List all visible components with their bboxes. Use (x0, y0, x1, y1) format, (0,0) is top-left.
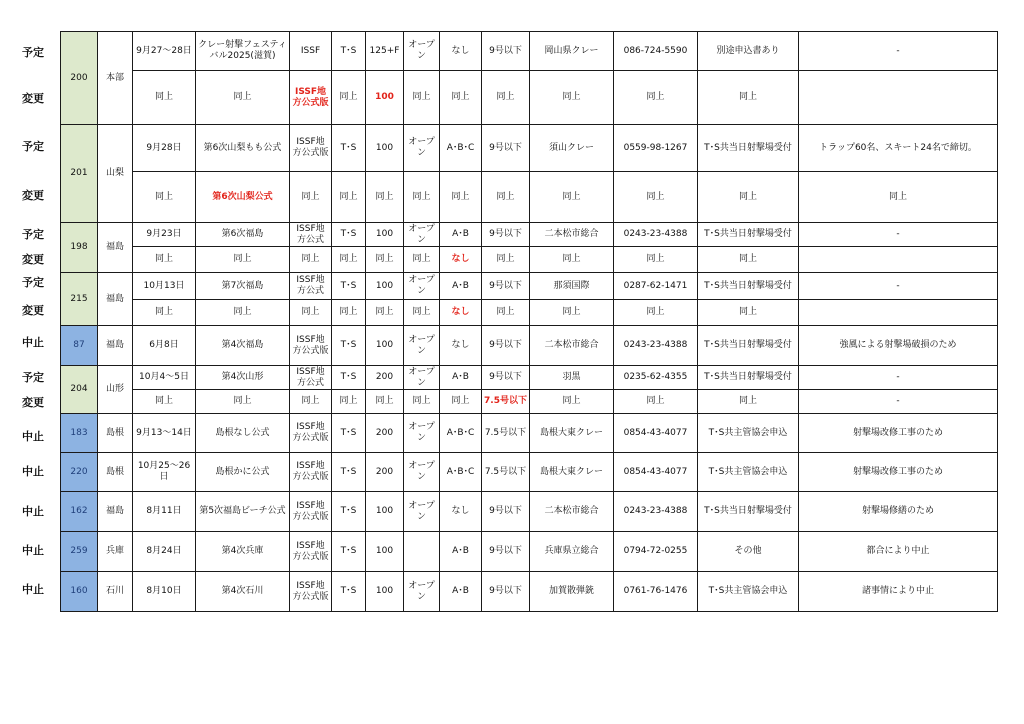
event-class: なし (440, 300, 482, 326)
event-class: なし (440, 247, 482, 273)
event-targets: 125+F (366, 32, 404, 71)
table-row (61, 32, 998, 71)
event-class: A･B (440, 273, 482, 300)
application-method: その他 (698, 532, 799, 572)
event-name: 第4次山形 (196, 366, 290, 390)
event-class: なし (440, 32, 482, 71)
phone: 同上 (614, 172, 698, 223)
event-number: 87 (61, 326, 98, 366)
prefecture: 島根 (98, 414, 133, 453)
venue: 同上 (530, 247, 614, 273)
venue: 岡山県クレー (530, 32, 614, 71)
phone: 0243-23-4388 (614, 223, 698, 247)
note: 射撃場改修工事のため (799, 453, 998, 492)
shot-size: 9号以下 (482, 326, 530, 366)
table-row (61, 223, 998, 247)
application-method: T･S共当日射撃場受付 (698, 223, 799, 247)
event-type: オープン (404, 32, 440, 71)
event-name: 同上 (196, 71, 290, 125)
event-ts: T･S (332, 366, 366, 390)
event-type (404, 532, 440, 572)
event-kind: ISSF地方公式版 (290, 453, 332, 492)
event-name: 第5次福島ビーチ公式 (196, 492, 290, 532)
event-targets: 同上 (366, 390, 404, 414)
event-type: オープン (404, 492, 440, 532)
venue: 同上 (530, 390, 614, 414)
event-name: 第4次兵庫 (196, 532, 290, 572)
phone: 0243-23-4388 (614, 326, 698, 366)
event-kind: 同上 (290, 172, 332, 223)
event-number: 259 (61, 532, 98, 572)
event-date: 9月27～28日 (133, 32, 196, 71)
table-row (61, 572, 998, 612)
event-name: 第6次福島 (196, 223, 290, 247)
event-date: 10月4～5日 (133, 366, 196, 390)
event-kind: ISSF地方公式版 (290, 71, 332, 125)
venue: 島根大東クレー (530, 414, 614, 453)
application-method: T･S共当日射撃場受付 (698, 125, 799, 172)
event-ts: 同上 (332, 71, 366, 125)
shot-size: 同上 (482, 172, 530, 223)
venue: 二本松市総合 (530, 492, 614, 532)
phone: 同上 (614, 390, 698, 414)
row-status: 予定 (22, 371, 44, 384)
shot-size: 9号以下 (482, 492, 530, 532)
schedule-table (60, 31, 998, 612)
phone: 同上 (614, 71, 698, 125)
shot-size: 9号以下 (482, 273, 530, 300)
venue: 島根大東クレー (530, 453, 614, 492)
row-status: 予定 (22, 276, 44, 289)
event-ts: T･S (332, 453, 366, 492)
event-date: 8月10日 (133, 572, 196, 612)
shot-size: 同上 (482, 300, 530, 326)
phone: 0854-43-4077 (614, 453, 698, 492)
table-row (61, 172, 998, 223)
event-type: 同上 (404, 247, 440, 273)
event-kind: 同上 (290, 390, 332, 414)
event-targets: 100 (366, 492, 404, 532)
event-ts: T･S (332, 326, 366, 366)
phone: 同上 (614, 247, 698, 273)
note: 同上 (799, 172, 998, 223)
note (799, 300, 998, 326)
note: - (799, 390, 998, 414)
event-kind: ISSF (290, 32, 332, 71)
note: 射撃場修繕のため (799, 492, 998, 532)
phone: 0243-23-4388 (614, 492, 698, 532)
event-class: A･B (440, 532, 482, 572)
note: - (799, 32, 998, 71)
event-ts: 同上 (332, 300, 366, 326)
event-class: A･B･C (440, 125, 482, 172)
event-targets: 同上 (366, 172, 404, 223)
shot-size: 7.5号以下 (482, 453, 530, 492)
shot-size: 9号以下 (482, 572, 530, 612)
phone: 0235-62-4355 (614, 366, 698, 390)
application-method: 別途申込書あり (698, 32, 799, 71)
venue: 同上 (530, 71, 614, 125)
row-status: 中止 (22, 430, 44, 443)
event-targets: 200 (366, 366, 404, 390)
row-status: 中止 (22, 544, 44, 557)
event-kind: 同上 (290, 300, 332, 326)
event-kind: ISSF地方公式版 (290, 532, 332, 572)
phone: 0287-62-1471 (614, 273, 698, 300)
application-method: T･S共主管協会申込 (698, 453, 799, 492)
event-type: オープン (404, 414, 440, 453)
event-date: 同上 (133, 247, 196, 273)
event-targets: 100 (366, 71, 404, 125)
event-type: 同上 (404, 71, 440, 125)
shot-size: 9号以下 (482, 125, 530, 172)
table-row (61, 532, 998, 572)
event-targets: 100 (366, 223, 404, 247)
event-type: オープン (404, 453, 440, 492)
phone: 0794-72-0255 (614, 532, 698, 572)
event-date: 同上 (133, 300, 196, 326)
table-row (61, 300, 998, 326)
prefecture: 福島 (98, 326, 133, 366)
row-status: 予定 (22, 140, 44, 153)
row-status: 変更 (22, 304, 44, 317)
event-type: オープン (404, 326, 440, 366)
event-ts: T･S (332, 414, 366, 453)
phone: 0559-98-1267 (614, 125, 698, 172)
table-row (61, 247, 998, 273)
application-method: T･S共当日射撃場受付 (698, 273, 799, 300)
prefecture: 山形 (98, 366, 133, 414)
event-number: 201 (61, 125, 98, 223)
event-class: A･B･C (440, 414, 482, 453)
event-type: 同上 (404, 172, 440, 223)
event-ts: 同上 (332, 390, 366, 414)
event-ts: T･S (332, 32, 366, 71)
event-type: オープン (404, 273, 440, 300)
event-class: 同上 (440, 71, 482, 125)
application-method: 同上 (698, 300, 799, 326)
event-name: 同上 (196, 390, 290, 414)
shot-size: 同上 (482, 71, 530, 125)
event-date: 6月8日 (133, 326, 196, 366)
event-class: A･B (440, 366, 482, 390)
row-status: 変更 (22, 189, 44, 202)
venue: 二本松市総合 (530, 223, 614, 247)
venue: 同上 (530, 300, 614, 326)
event-targets: 200 (366, 414, 404, 453)
shot-size: 9号以下 (482, 223, 530, 247)
prefecture: 兵庫 (98, 532, 133, 572)
table-row (61, 326, 998, 366)
application-method: 同上 (698, 172, 799, 223)
note: - (799, 223, 998, 247)
row-status: 中止 (22, 505, 44, 518)
event-date: 同上 (133, 390, 196, 414)
row-status: 予定 (22, 228, 44, 241)
shot-size: 9号以下 (482, 366, 530, 390)
event-date: 10月13日 (133, 273, 196, 300)
phone: 0761-76-1476 (614, 572, 698, 612)
event-name: クレー射撃フェスティバル2025(滋賀) (196, 32, 290, 71)
event-number: 198 (61, 223, 98, 273)
note: 射撃場改修工事のため (799, 414, 998, 453)
event-type: オープン (404, 223, 440, 247)
phone: 086-724-5590 (614, 32, 698, 71)
event-number: 204 (61, 366, 98, 414)
event-date: 同上 (133, 71, 196, 125)
application-method: 同上 (698, 71, 799, 125)
event-type: 同上 (404, 390, 440, 414)
prefecture: 石川 (98, 572, 133, 612)
prefecture: 島根 (98, 453, 133, 492)
event-type: オープン (404, 125, 440, 172)
venue: 那須国際 (530, 273, 614, 300)
event-name: 第4次福島 (196, 326, 290, 366)
event-ts: T･S (332, 223, 366, 247)
event-name: 同上 (196, 300, 290, 326)
event-name: 第7次福島 (196, 273, 290, 300)
prefecture: 山梨 (98, 125, 133, 223)
event-class: A･B･C (440, 453, 482, 492)
application-method: 同上 (698, 247, 799, 273)
row-status: 変更 (22, 396, 44, 409)
event-date: 8月24日 (133, 532, 196, 572)
row-status: 中止 (22, 583, 44, 596)
event-name: 島根かに公式 (196, 453, 290, 492)
event-kind: ISSF地方公式版 (290, 492, 332, 532)
table-row (61, 273, 998, 300)
row-status: 中止 (22, 336, 44, 349)
row-status: 予定 (22, 46, 44, 59)
shot-size: 同上 (482, 247, 530, 273)
event-type: 同上 (404, 300, 440, 326)
application-method: T･S共当日射撃場受付 (698, 366, 799, 390)
table-row (61, 414, 998, 453)
prefecture: 福島 (98, 223, 133, 273)
event-kind: 同上 (290, 247, 332, 273)
phone: 0854-43-4077 (614, 414, 698, 453)
application-method: T･S共当日射撃場受付 (698, 492, 799, 532)
event-type: オープン (404, 572, 440, 612)
venue: 須山クレー (530, 125, 614, 172)
event-date: 9月13～14日 (133, 414, 196, 453)
shot-size: 7.5号以下 (482, 390, 530, 414)
application-method: 同上 (698, 390, 799, 414)
shot-size: 9号以下 (482, 32, 530, 71)
event-name: 島根なし公式 (196, 414, 290, 453)
prefecture: 福島 (98, 492, 133, 532)
event-targets: 同上 (366, 247, 404, 273)
event-ts: 同上 (332, 247, 366, 273)
prefecture: 福島 (98, 273, 133, 326)
event-kind: ISSF地方公式 (290, 223, 332, 247)
event-number: 162 (61, 492, 98, 532)
event-ts: T･S (332, 125, 366, 172)
event-kind: ISSF地方公式版 (290, 414, 332, 453)
event-ts: T･S (332, 532, 366, 572)
note (799, 71, 998, 125)
venue: 兵庫県立総合 (530, 532, 614, 572)
event-targets: 100 (366, 532, 404, 572)
event-number: 183 (61, 414, 98, 453)
table-row (61, 366, 998, 390)
prefecture: 本部 (98, 32, 133, 125)
note (799, 247, 998, 273)
event-number: 220 (61, 453, 98, 492)
phone: 同上 (614, 300, 698, 326)
venue: 同上 (530, 172, 614, 223)
event-targets: 200 (366, 453, 404, 492)
event-targets: 同上 (366, 300, 404, 326)
event-kind: ISSF地方公式版 (290, 326, 332, 366)
event-class: なし (440, 492, 482, 532)
event-date: 9月28日 (133, 125, 196, 172)
application-method: T･S共主管協会申込 (698, 414, 799, 453)
row-status: 変更 (22, 92, 44, 105)
note: - (799, 273, 998, 300)
event-ts: T･S (332, 572, 366, 612)
event-ts: 同上 (332, 172, 366, 223)
venue: 加賀散弾銃 (530, 572, 614, 612)
event-class: なし (440, 326, 482, 366)
event-number: 200 (61, 32, 98, 125)
event-name: 同上 (196, 247, 290, 273)
event-class: A･B (440, 223, 482, 247)
event-name: 第6次山梨公式 (196, 172, 290, 223)
venue: 二本松市総合 (530, 326, 614, 366)
event-kind: ISSF地方公式 (290, 366, 332, 390)
table-row (61, 71, 998, 125)
event-targets: 100 (366, 326, 404, 366)
table-row (61, 125, 998, 172)
event-date: 9月23日 (133, 223, 196, 247)
note: トラップ60名、スキート24名で締切。 (799, 125, 998, 172)
table-row (61, 453, 998, 492)
event-ts: T･S (332, 492, 366, 532)
shot-size: 9号以下 (482, 532, 530, 572)
event-name: 第4次石川 (196, 572, 290, 612)
event-class: 同上 (440, 172, 482, 223)
event-kind: ISSF地方公式 (290, 273, 332, 300)
table-row (61, 390, 998, 414)
event-number: 215 (61, 273, 98, 326)
shot-size: 7.5号以下 (482, 414, 530, 453)
row-status: 変更 (22, 253, 44, 266)
row-status: 中止 (22, 465, 44, 478)
event-targets: 100 (366, 273, 404, 300)
event-type: オープン (404, 366, 440, 390)
table-row (61, 492, 998, 532)
event-class: A･B (440, 572, 482, 612)
event-ts: T･S (332, 273, 366, 300)
event-name: 第6次山梨もも公式 (196, 125, 290, 172)
venue: 羽黒 (530, 366, 614, 390)
event-date: 同上 (133, 172, 196, 223)
application-method: T･S共当日射撃場受付 (698, 326, 799, 366)
event-targets: 100 (366, 125, 404, 172)
note: 都合により中止 (799, 532, 998, 572)
event-number: 160 (61, 572, 98, 612)
event-kind: ISSF地方公式版 (290, 125, 332, 172)
application-method: T･S共主管協会申込 (698, 572, 799, 612)
event-class: 同上 (440, 390, 482, 414)
event-date: 8月11日 (133, 492, 196, 532)
event-kind: ISSF地方公式版 (290, 572, 332, 612)
note: 諸事情により中止 (799, 572, 998, 612)
note: 強風による射撃場破損のため (799, 326, 998, 366)
note: - (799, 366, 998, 390)
event-date: 10月25～26日 (133, 453, 196, 492)
event-targets: 100 (366, 572, 404, 612)
